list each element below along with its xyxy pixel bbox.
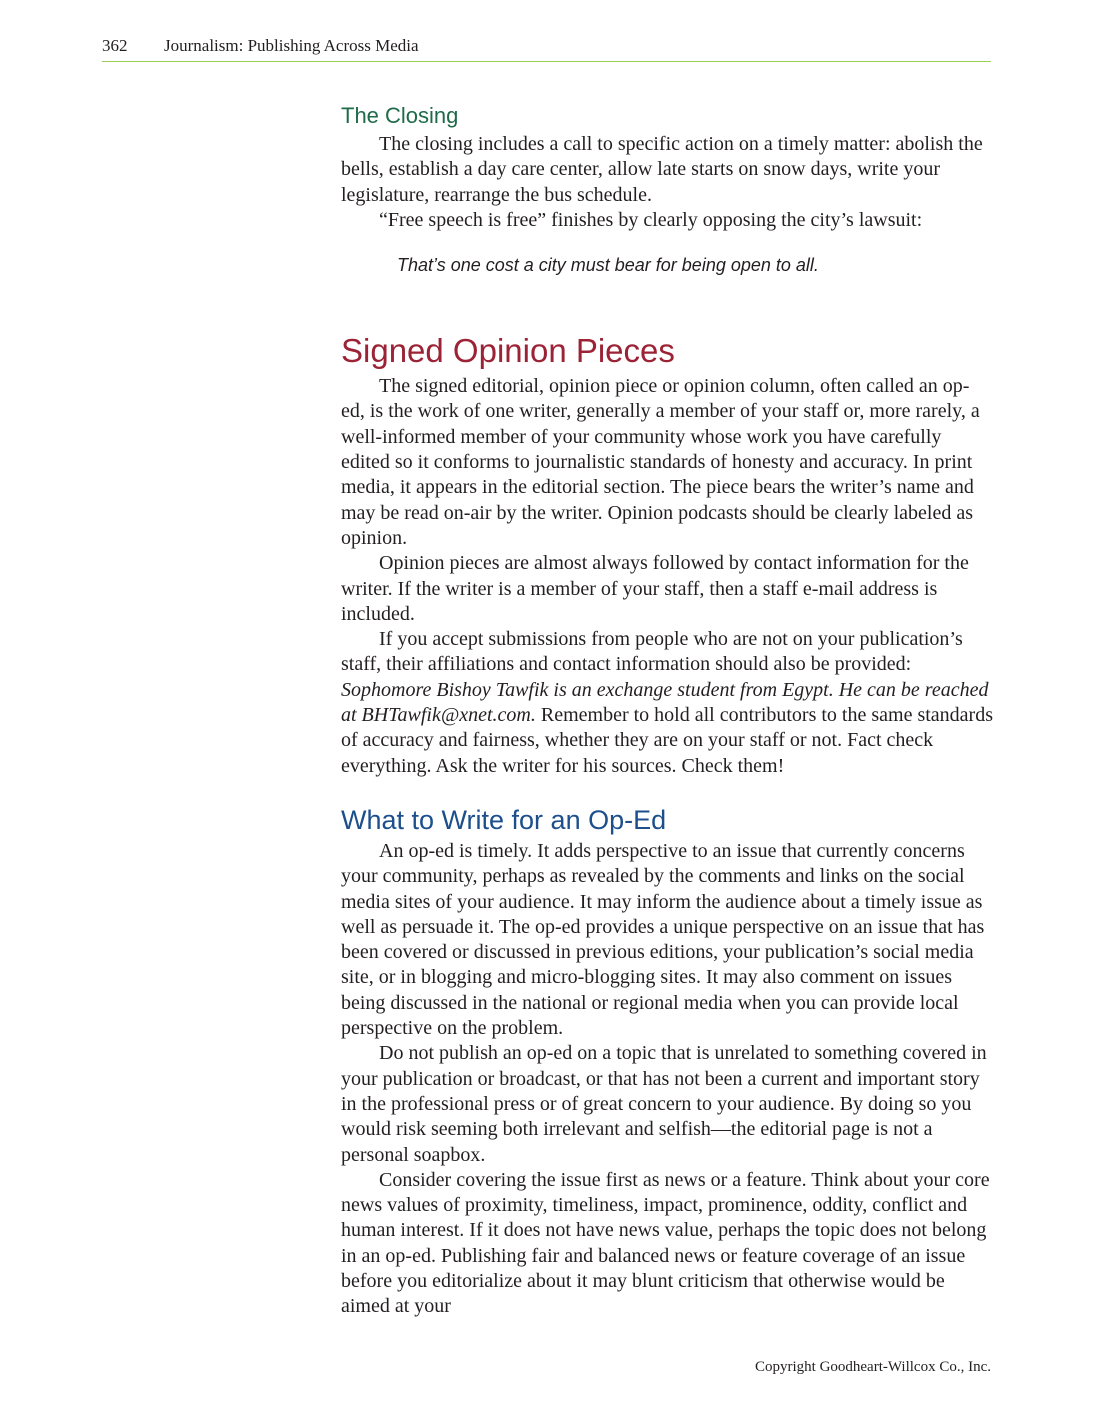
paragraph: Consider covering the issue first as news or a feature. Think about your core news values of proximity, timeliness, impact, prominence, oddity, conflict and human interest. If it does not have news value, perhaps the topic does not belong in an op-ed. Publishing fair and balanced news or feature coverage of an issue before you editorialize about it may blunt criticism that otherwise would be aimed at your (341, 1168, 990, 1318)
paragraph: Do not publish an op-ed on a topic that is unrelated to something covered in your publication or broadcast, or that has not been a current and important story in the professional press or of great concern to your audience. By doing so you would risk seeming both irrelevant and selfish—the editorial page is not a personal soapbox. (341, 1042, 987, 1166)
paragraph-text: If you accept submissions from people who are not on your publication’s staff, their affiliations and contact information should also be provided: (341, 628, 963, 676)
pull-quote: That’s one cost a city must bear for being open to all. (397, 255, 819, 276)
paragraph: “Free speech is free” finishes by clearly opposing the city’s lawsuit: (379, 208, 923, 231)
paragraph: The signed editorial, opinion piece or opinion column, often called an op-ed, is the work of one writer, generally a member of your staff or, more rarely, a well-informed member of your community whose work you have carefully edited so it conforms to journalistic standards of honesty and accuracy. In print media, it appears in the editorial section. The piece bears the writer’s name and may be read on-air by the writer. Opinion podcasts should be clearly labeled as opinion. (341, 375, 980, 549)
page-number: 362 (102, 36, 128, 55)
paragraph-text: Remember to hold all contributors to the same standards of accuracy and fairness, whether they are on your staff or not. Fact check everything. Ask the writer for his sources. Check them! (341, 704, 993, 777)
running-header (102, 34, 991, 62)
copyright-footer: Copyright Goodheart-Willcox Co., Inc. (754, 1359, 991, 1375)
paragraph: The closing includes a call to specific action on a timely matter: abolish the bells, establish a day care center, allow late starts on snow days, write your legislature, rearrange the bus schedule. (341, 133, 983, 206)
main-content (341, 100, 993, 1320)
section-heading-signed-opinion: Signed Opinion Pieces (341, 332, 675, 370)
section-heading-what-to-write: What to Write for an Op-Ed (341, 804, 667, 835)
example-contact-line: Sophomore Bishoy Tawfik is an exchange student from Egypt. He can be reached at BHTawfik@xnet.com. (341, 678, 989, 727)
book-title: Journalism: Publishing Across Media (164, 36, 419, 55)
section-heading-closing: The Closing (341, 103, 459, 128)
paragraph: Opinion pieces are almost always followed by contact information for the writer. If the writer is a member of your staff, then a staff e-mail address is included. (341, 552, 969, 625)
paragraph: An op-ed is timely. It adds perspective to an issue that currently concerns your community, perhaps as revealed by the comments and links on the social media sites of your audience. It may inform the audience about a timely issue as well as persuade it. The op-ed provides a unique perspective on an issue that has been covered or discussed in previous editions, your publication’s social media site, or in blogging and micro-blogging sites. It may also comment on issues being discussed in the national or regional media when you can provide local perspective on the problem. (341, 839, 985, 1040)
paragraph (341, 627, 993, 779)
